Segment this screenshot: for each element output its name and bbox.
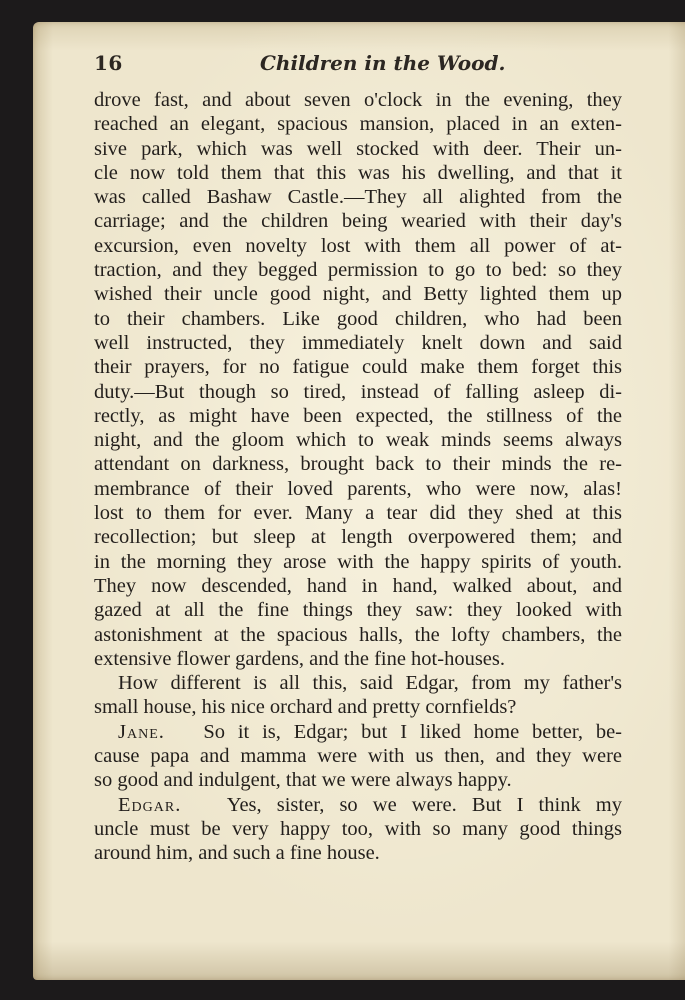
jane-speech: So it is, Edgar; but I liked home better, be- xyxy=(203,720,623,743)
text-line: rectly, as might have been expected, the stillness of the xyxy=(94,404,622,427)
text-line: carriage; and the children being wearied with their day's xyxy=(94,210,622,233)
edgar-dialogue-line: around him, and such a fine house. xyxy=(94,842,380,865)
text-line: cle now told them that this was his dwelling, and that it xyxy=(94,161,622,184)
body-text xyxy=(94,88,622,866)
running-title: Children in the Wood. xyxy=(260,51,506,75)
text-line: their prayers, for no fatigue could make them forget this xyxy=(94,356,622,379)
text-line: They now descended, hand in hand, walked about, and xyxy=(94,574,622,597)
running-header xyxy=(94,51,614,81)
edgar-paragraph-line: small house, his nice orchard and pretty cornfields? xyxy=(94,696,517,719)
text-line: duty.—But though so tired, instead of falling asleep di- xyxy=(94,380,622,403)
text-line: lost to them for ever. Many a tear did they shed at this xyxy=(94,502,622,525)
jane-dialogue-line xyxy=(94,720,622,744)
text-line: drove fast, and about seven o'clock in the evening, they xyxy=(94,89,622,111)
text-line: astonishment at the spacious halls, the lofty chambers, the xyxy=(94,623,622,646)
edgar-dialogue-line xyxy=(94,793,622,817)
text-line: attendant on darkness, brought back to their minds the re- xyxy=(94,453,622,476)
edgar-speech: Yes, sister, so we were. But I think my xyxy=(226,793,623,816)
page-number: 16 xyxy=(94,51,123,75)
text-line: was called Bashaw Castle.—They all alighted from the xyxy=(94,186,622,209)
edgar-speaker-label: Edgar. xyxy=(118,793,182,816)
edgar-paragraph-line: How different is all this, said Edgar, from my father's xyxy=(118,672,622,695)
text-line: night, and the gloom which to weak minds seems always xyxy=(94,429,622,452)
jane-dialogue-line: cause papa and mamma were with us then, and they were xyxy=(94,745,622,768)
jane-speaker-label: Jane. xyxy=(118,720,165,743)
text-line: traction, and they begged permission to go to bed: so they xyxy=(94,259,622,282)
text-line: excursion, even novelty lost with them all power of at- xyxy=(94,234,622,257)
text-line: membrance of their loved parents, who were now, alas! xyxy=(94,477,622,500)
text-line: in the morning they arose with the happy spirits of youth. xyxy=(94,550,622,573)
jane-dialogue-line: so good and indulgent, that we were always happy. xyxy=(94,769,512,792)
text-line: to their chambers. Like good children, who had been xyxy=(94,307,622,330)
edgar-dialogue-line: uncle must be very happy too, with so many good things xyxy=(94,817,622,840)
text-line: recollection; but sleep at length overpowered them; and xyxy=(94,526,622,549)
text-line: wished their uncle good night, and Betty lighted them up xyxy=(94,283,622,306)
text-line: sive park, which was well stocked with deer. Their un- xyxy=(94,137,622,160)
text-line: gazed at all the fine things they saw: they looked with xyxy=(94,599,622,622)
text-line: well instructed, they immediately knelt down and said xyxy=(94,331,622,354)
text-line: reached an elegant, spacious mansion, placed in an exten- xyxy=(94,113,622,136)
text-line: extensive flower gardens, and the fine hot-houses. xyxy=(94,647,506,670)
